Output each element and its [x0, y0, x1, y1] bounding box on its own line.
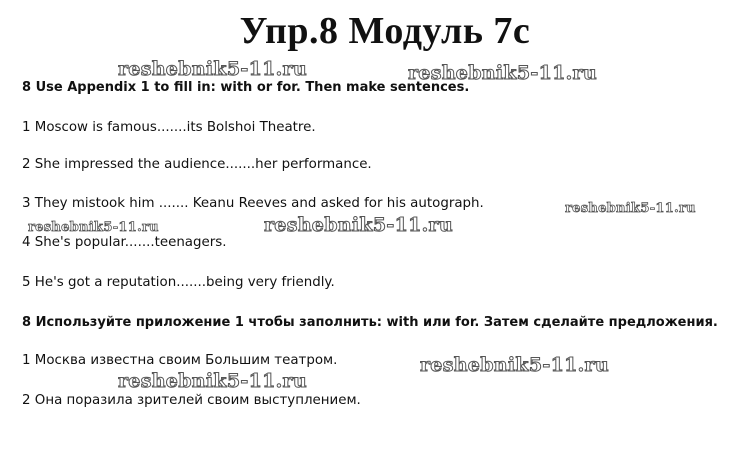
- watermark: reshebnik5-11.ru: [420, 354, 609, 376]
- watermark: reshebnik5-11.ru: [264, 214, 453, 236]
- watermark: reshebnik5-11.ru: [118, 370, 307, 392]
- page-title: Упр.8 Модуль 7c: [239, 10, 531, 52]
- russian-item: 1 Москва известна своим Большим театром.: [22, 353, 338, 368]
- english-item: 5 He's got a reputation.......being very friendly.: [22, 275, 335, 290]
- english-item: 3 They mistook him ....... Keanu Reeves and asked for his autograph.: [22, 196, 484, 211]
- watermark: reshebnik5-11.ru: [28, 220, 159, 235]
- watermark: reshebnik5-11.ru: [565, 201, 696, 216]
- english-item: 2 She impressed the audience.......her performance.: [22, 157, 372, 172]
- russian-item: 2 Она поразила зрителей своим выступлением.: [22, 393, 361, 408]
- watermark: reshebnik5-11.ru: [118, 58, 307, 80]
- english-heading: 8 Use Appendix 1 to fill in: with or for. Then make sentences.: [22, 80, 470, 95]
- english-item: 1 Moscow is famous.......its Bolshoi Theatre.: [22, 120, 316, 135]
- english-item: 4 She's popular.......teenagers.: [22, 235, 227, 250]
- watermark: reshebnik5-11.ru: [408, 62, 597, 84]
- russian-heading: 8 Используйте приложение 1 чтобы заполнить: with или for. Затем сделайте предложения.: [22, 315, 718, 330]
